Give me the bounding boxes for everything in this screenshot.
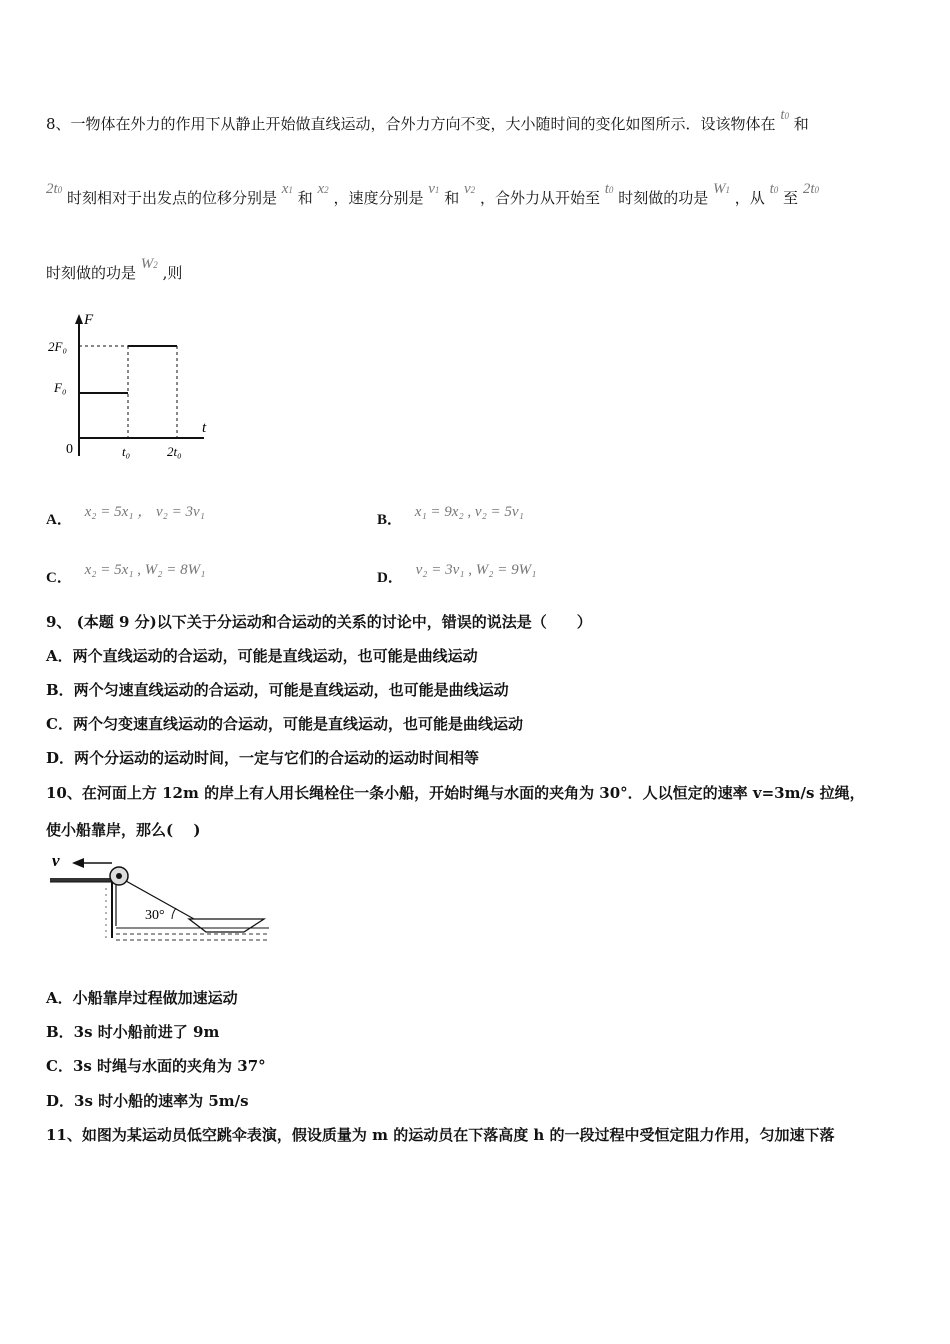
math-t0-3: t0 — [769, 181, 779, 197]
q8-text-1: 8、一物体在外力的作用下从静止开始做直线运动，合外力方向不变，大小随时间的变化如图所示．设该物体在 — [46, 115, 776, 133]
label-2t0: 2t₀ — [167, 444, 182, 459]
q8-from: ，从 — [734, 189, 765, 207]
q8-text-3a: 时刻做的功是 — [46, 264, 137, 282]
pulley-hub — [116, 873, 122, 879]
q8-and-2: 和 — [297, 189, 313, 207]
q8-line-2 — [46, 181, 819, 210]
q9-stem: 9、 (本题 9 分)以下关于分运动和合运动的关系的讨论中，错误的说法是（ ） — [46, 613, 592, 631]
q8-text-3b: ,则 — [162, 264, 183, 282]
q8-option-d[interactable]: D． v₂ = 3v₁ , W₂ = 9W₁ — [377, 562, 537, 586]
math-x1: x1 — [281, 181, 293, 197]
math-t0-2: t0 — [604, 181, 614, 197]
q9-option-d[interactable]: D．两个分运动的运动时间，一定与它们的合运动的运动时间相等 — [46, 749, 480, 767]
label-v: v — [52, 851, 60, 870]
velocity-arrow-head — [72, 858, 84, 868]
bank-top — [50, 878, 114, 882]
math-2t0-2: 2t0 — [802, 181, 819, 197]
q8-option-b[interactable]: B． x₁ = 9x₂ , v₂ = 5v₁ — [377, 504, 524, 528]
label-angle: 30° — [145, 908, 165, 923]
q10-line-2: 使小船靠岸，那么( ) — [46, 821, 201, 839]
y-axis-arrow — [75, 314, 83, 324]
math-v1: v1 — [428, 181, 440, 197]
label-F0: F₀ — [54, 380, 67, 395]
label-2F0: 2F₀ — [48, 339, 67, 354]
math-W1: W1 — [713, 181, 730, 197]
q9-option-b[interactable]: B．两个匀速直线运动的合运动，可能是直线运动，也可能是曲线运动 — [46, 681, 509, 699]
q8-to: 至 — [783, 189, 799, 207]
math-v2: v2 — [464, 181, 476, 197]
q8-and: 和 — [793, 115, 809, 133]
q8-and-3: 和 — [444, 189, 460, 207]
label-origin: 0 — [66, 442, 73, 457]
label-t0: t₀ — [122, 444, 131, 459]
q10-option-a[interactable]: A．小船靠岸过程做加速运动 — [46, 989, 238, 1007]
q10-option-c[interactable]: C．3s 时绳与水面的夹角为 37° — [46, 1057, 266, 1075]
q10-line-1: 10、在河面上方 12m 的岸上有人用长绳栓住一条小船，开始时绳与水面的夹角为 30°．人以恒定的速率 v=3m/s 拉绳， — [46, 784, 865, 802]
q8-line-1 — [46, 107, 809, 136]
q9-option-c[interactable]: C．两个匀变速直线运动的合运动，可能是直线运动，也可能是曲线运动 — [46, 715, 523, 733]
boat — [189, 919, 264, 932]
math-x2: x2 — [317, 181, 329, 197]
q8-line-3 — [46, 256, 183, 285]
q11-line-1: 11、如图为某运动员低空跳伞表演，假设质量为 m 的运动员在下落高度 h 的一段过程中受恒定阻力作用，匀加速下落 — [46, 1126, 835, 1144]
q10-option-d[interactable]: D．3s 时小船的速率为 5m/s — [46, 1092, 249, 1110]
label-F: F — [84, 312, 94, 328]
boat-figure — [44, 848, 274, 948]
math-t0: t0 — [780, 107, 790, 123]
math-2t0: 2t0 — [46, 181, 63, 197]
math-W2: W2 — [140, 256, 158, 272]
label-t: t — [202, 420, 207, 436]
q8-text-2d: 时刻做的功是 — [618, 189, 709, 207]
q8-option-c[interactable]: C． x₂ = 5x₁ , W₂ = 8W₁ — [46, 562, 206, 586]
q8-text-2c: ，合外力从开始至 — [479, 189, 600, 207]
angle-arc — [172, 908, 176, 919]
q8-option-a[interactable]: A． x₂ = 5x₁ ， v₂ = 3v₁ — [46, 504, 205, 528]
q8-text-2a: 时刻相对于出发点的位移分别是 — [66, 189, 277, 207]
q8-text-2b: ，速度分别是 — [333, 189, 424, 207]
force-time-graph — [44, 306, 219, 466]
q10-option-b[interactable]: B．3s 时小船前进了 9m — [46, 1023, 220, 1041]
q9-option-a[interactable]: A．两个直线运动的合运动，可能是直线运动，也可能是曲线运动 — [46, 647, 478, 665]
